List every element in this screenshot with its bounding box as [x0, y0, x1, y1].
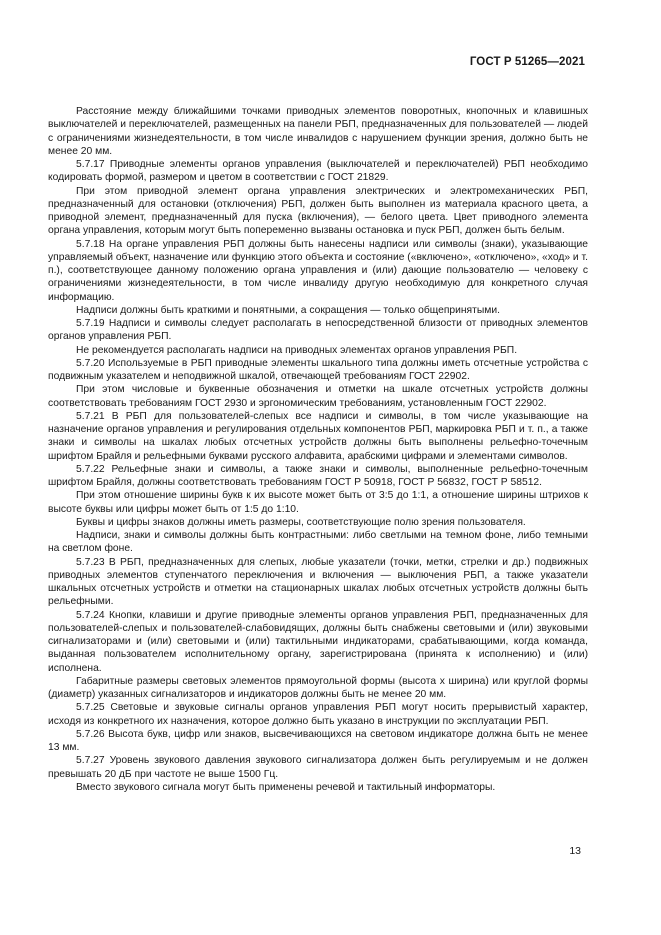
paragraph: При этом приводной элемент органа управления электрических и электромеханических РБП, предназначенный для остановки (отключения) РБП, должен быть выполнен из материала красного цвета, а приводной элемент, предназначенный для пуска (включения), — белого цвета. Цвет приводного элемента органа управления, которым могут быть попеременно вызваны остановка и пуск РБП, должен быть белым.	[48, 185, 588, 237]
paragraph: 5.7.25 Световые и звуковые сигналы органов управления РБП могут носить прерывистый характер, исходя из конкретного их назначения, которое должно быть указано в инструкции по эксплуатации РБП.	[48, 702, 588, 727]
paragraph: Не рекомендуется располагать надписи на приводных элементах органов управления РБП.	[76, 344, 518, 356]
document-header: ГОСТ Р 51265—2021	[469, 56, 585, 68]
paragraph: При этом отношение ширины букв к их высоте может быть от 3:5 до 1:1, а отношение ширины штрихов к высоте буквы или цифры может быть от 1:5 до 1:10.	[48, 490, 588, 515]
paragraph: 5.7.27 Уровень звукового давления звукового сигнализатора должен быть регулируемым и не должен превышать 20 дБ при частоте не выше 1500 Гц.	[48, 755, 588, 780]
paragraph: 5.7.20 Используемые в РБП приводные элементы шкального типа должны иметь отсчетные устройства с подвижным указателем и неподвижной шкалой, отвечающей требованиям ГОСТ 22902.	[48, 357, 588, 382]
paragraph: 5.7.18 На органе управления РБП должны быть нанесены надписи или символы (знаки), указывающие управляемый объект, назначение или функцию этого объекта и состояние («включено», «отключено», «ход» и т. п.), соответствующее данному положению органа управления и (или) дающие пользователю — человеку с ограничениями жизнедеятельности, в том числе инвалиду другую необходимую для конкретного случая информацию.	[48, 238, 588, 303]
paragraph: 5.7.22 Рельефные знаки и символы, а также знаки и символы, выполненные рельефно-точечным шрифтом Брайля, должны соответствовать требованиям ГОСТ Р 50918, ГОСТ Р 56832, ГОСТ Р 58512.	[48, 463, 588, 488]
paragraph: 5.7.19 Надписи и символы следует располагать в непосредственной близости от приводных элементов органов управления РБП.	[48, 318, 588, 343]
paragraph: 5.7.23 В РБП, предназначенных для слепых, любые указатели (точки, метки, стрелки и др.) подвижных приводных элементов ступенчатого переключения и включения — выключения РБП, а также указатели шкальных отсчетных устройств и отметки на стационарных шкалах любых отсчетных устройств должны быть рельефными.	[48, 556, 588, 608]
paragraph: При этом числовые и буквенные обозначения и отметки на шкале отсчетных устройств должны соответствовать требованиям ГОСТ 2930 и эргономическим требованиям, установленным ГОСТ 22902.	[48, 384, 588, 409]
paragraph: Надписи, знаки и символы должны быть контрастными: либо светлыми на темном фоне, либо темными на светлом фоне.	[48, 530, 588, 555]
document-body	[48, 105, 588, 794]
paragraph: 5.7.21 В РБП для пользователей-слепых все надписи и символы, в том числе указывающие на назначение органов управления и регулирования отдельных компонентов РБП, маркировка РБП и т. п., а также знаки и символы на шкалах любых отсчетных устройств должны быть выполнены рельефно-точечным шрифтом Брайля и рельефными буквами русского алфавита, арабскими цифрами и элементами символов.	[48, 410, 588, 462]
paragraph: Надписи должны быть краткими и понятными, а сокращения — только общепринятыми.	[76, 304, 500, 316]
paragraph: Вместо звукового сигнала могут быть применены речевой и тактильный информаторы.	[76, 781, 496, 793]
page-number: 13	[569, 845, 581, 857]
paragraph: 5.7.26 Высота букв, цифр или знаков, высвечивающихся на световом индикаторе должна быть не менее 13 мм.	[48, 728, 588, 753]
paragraph: Расстояние между ближайшими точками приводных элементов поворотных, кнопочных и клавишных выключателей и переключателей, размещенных на панели РБП, предназначенных для пользователей — людей с ограничениями жизнедеятельности, в том числе инвалидов с нарушением функции зрения, должно быть не менее 20 мм.	[48, 106, 588, 157]
paragraph: Буквы и цифры знаков должны иметь размеры, соответствующие полю зрения пользователя.	[76, 516, 526, 528]
paragraph: Габаритные размеры световых элементов прямоугольной формы (высота х ширина) или круглой формы (диаметр) указанных сигнализаторов и индикаторов должны быть не менее 20 мм.	[48, 675, 588, 700]
paragraph: 5.7.24 Кнопки, клавиши и другие приводные элементы органов управления РБП, предназначенных для пользователей-слепых и пользователей-слабовидящих, должны быть снабжены световыми и (или) звуковыми сигнализаторами и (или) световыми и (или) тактильными индикаторами, срабатывающими, когда команда, выданная пользователем исполнительному органу, зарегистрирована (принята к исполнению) и (или) исполнена.	[48, 609, 588, 674]
paragraph: 5.7.17 Приводные элементы органов управления (выключателей и переключателей) РБП необходимо кодировать формой, размером и цветом в соответствии с ГОСТ 21829.	[48, 159, 588, 184]
